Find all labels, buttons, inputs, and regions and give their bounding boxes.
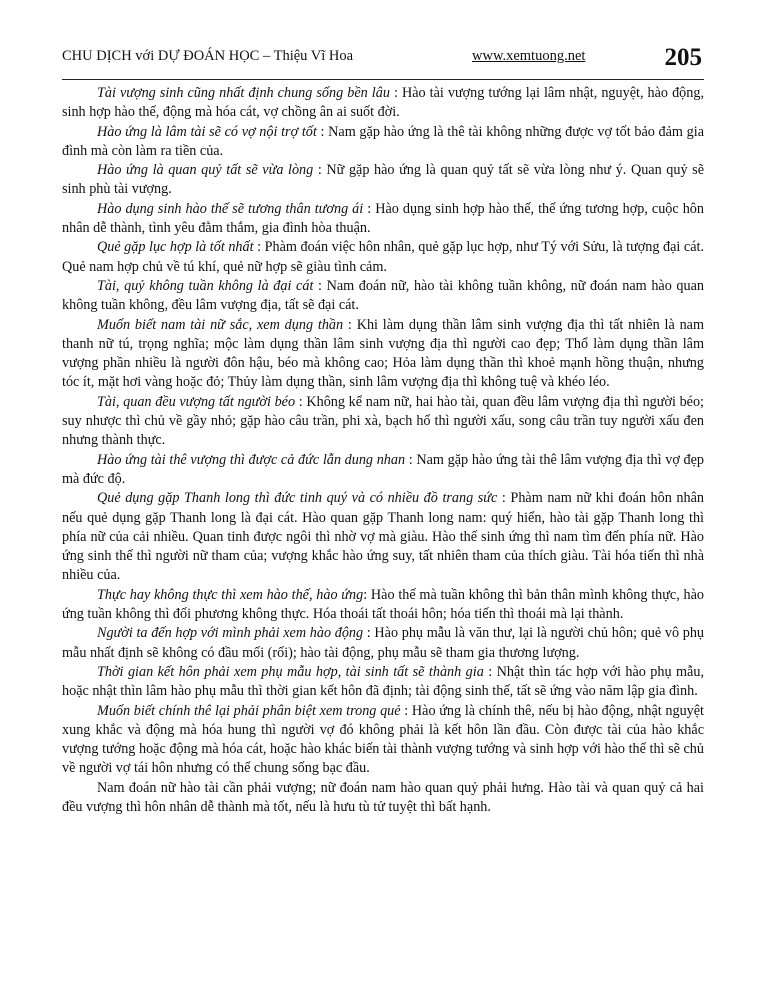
paragraph-title: Tài, quỷ không tuần không là đại cát: [97, 277, 314, 294]
paragraph-text: : Hào ứng là chính thê, nếu bị hào động, nhật nguyệt xung khắc và động mà hóa hung thì người vợ đó không phải là kết hôn lần đầu. Còn được tài của hào khắc vượng tướng hoặc động mà hóa cát, hoặc hào khác biến tài thành vượng tướng và sinh hợp với hào thế thì sẽ chủ về người vợ tái hôn nhưng có thể chung sống bạc đầu.: [62, 702, 704, 777]
paragraph-title: Người ta đến hợp với mình phải xem hào động: [97, 625, 364, 642]
paragraph-title: Quẻ gặp lục hợp là tốt nhất: [97, 239, 254, 256]
paragraph: [62, 393, 704, 451]
page-header: [62, 44, 704, 78]
paragraph-title: Tài vượng sinh cũng nhất định chung sống bền lâu: [97, 85, 390, 101]
paragraph-text: : Nhật thìn tác hợp với hào phụ mẫu, hoặc nhật thìn lâm hào phụ mẫu thì thời gian kết hôn đã định; tài động sinh thế, tất sẽ ứng vào năm lập gia đình.: [62, 663, 704, 700]
header-rule: [62, 79, 704, 80]
paragraph-text: Nam đoán nữ hào tài cần phải vượng; nữ đoán nam hào quan quỷ phải hưng. Hào tài và quan quỷ cả hai đều vượng thì hôn nhân dễ thành mà tốt, nếu là hưu tù tử tuyệt thì bất hạnh.: [62, 779, 704, 815]
paragraph-text: : Nam đoán nữ, hào tài không tuần không, nữ đoán nam hào quan không tuần không, đều lâm vượng địa, tất sẽ đại cát.: [62, 277, 705, 314]
paragraph: [62, 161, 704, 200]
paragraph: [62, 586, 704, 625]
paragraph-title: Hào ứng tài thê vượng thì được cả đức lẫn dung nhan: [97, 451, 406, 468]
paragraph-title: Thời gian kết hôn phải xem phụ mẫu hợp, tài sinh tất sẽ thành gia: [97, 663, 484, 680]
paragraph-text: : Hào tài vượng tướng lại lâm nhật, nguyệt, hào động, sinh hợp hào thế, động mà hóa cát, vợ chồng ân ai suốt đời.: [62, 85, 704, 121]
paragraph: [62, 702, 704, 779]
paragraph: [62, 123, 704, 162]
paragraph: [62, 451, 704, 490]
paragraph: [62, 624, 704, 663]
paragraph-text: : Khi làm dụng thần lâm sinh vượng địa thì tất nhiên là nam thanh nữ tú, trọng nghĩa; mộc làm dụng thần lâm sinh vượng địa thì người cao đẹp; Thổ làm dụng thần lâm vượng phần nhiều là người đôn hậu, béo mà không cao; Hỏa làm dụng thần thì khoẻ mạnh hồng thuận, nhưng tóc ít, mặt hơi vàng hoặc đỏ; Thủy làm dụng thần, sinh lâm vượng địa thì không tuệ và khéo léo.: [62, 316, 705, 391]
paragraph-text: : Phàm đoán việc hôn nhân, quẻ gặp lục hợp, như Tý với Sửu, là tượng đại cát. Quẻ nam hợp chủ về tú khí, quẻ nữ hợp sẽ giàu tình cảm.: [62, 239, 705, 275]
paragraph: [62, 316, 704, 393]
paragraph-title: Tài, quan đều vượng tất người béo: [97, 393, 296, 410]
paragraph-title: Thực hay không thực thì xem hào thế, hào ứng: [97, 586, 364, 603]
paragraph-title: Muốn biết chính thê lại phải phân biệt xem trong quẻ: [97, 702, 401, 719]
paragraph-text: : Hào thế mà tuần không thì bản thân mình không thực, hào ứng tuần không thì đối phương không thực. Hóa thoái tất thoái hôn; hóa tiến thì thoái mà lại thành.: [62, 586, 705, 623]
paragraph-title: Quẻ dụng gặp Thanh long thì đức tinh quý và có nhiều đồ trang sức: [97, 490, 498, 507]
paragraph-text: : Hào phụ mẫu là văn thư, lại là người chủ hôn; quẻ vô phụ mẫu nhất định sẽ không có đầu mối (rối); hào tài động, phụ mẫu sẽ tham gia thương lượng.: [62, 625, 705, 661]
page-number: 205: [664, 44, 702, 71]
paragraph-text: : Nữ gặp hào ứng là quan quỷ tất sẽ vừa lòng như ý. Quan quỷ sẽ sinh phù tài vượng.: [62, 162, 704, 198]
paragraph: [62, 779, 704, 818]
paragraph-title: Hào ứng là quan quỷ tất sẽ vừa lòng: [97, 162, 314, 179]
paragraph: [62, 663, 704, 702]
paragraph-title: Hào ứng là lâm tài sẽ có vợ nội trợ tốt: [97, 123, 317, 140]
paragraph-text: : Nam gặp hào ứng tài thê lâm vượng địa thì vợ đẹp mà đức độ.: [62, 451, 704, 487]
website-link[interactable]: www.xemtuong.net: [472, 48, 586, 64]
paragraph-text: : Nam gặp hào ứng là thê tài không những được vợ tốt bảo đảm gia đình mà còn làm ra tiền của.: [62, 123, 704, 159]
paragraph-title: Hào dụng sinh hào thế sẽ tương thân tương ái: [97, 200, 364, 217]
paragraph: [62, 200, 704, 239]
paragraph-title: Muốn biết nam tài nữ sắc, xem dụng thần: [97, 316, 344, 333]
body-text: [62, 84, 704, 817]
paragraph: [62, 238, 704, 277]
paragraph-text: : Không kể nam nữ, hai hào tài, quan đều lâm vượng địa thì người béo; suy nhược thì chủ về gầy nhỏ; gặp hào câu trần, phi xà, bạch hổ thì người xấu, song câu trần tuy người xấu đen nhưng thành thực.: [62, 393, 704, 449]
paragraph-text: : Hào dụng sinh hợp hào thế, thế ứng tương hợp, cuộc hôn nhân dễ thành, tình yêu đằm thắm, gia đình hòa thuận.: [62, 200, 704, 237]
paragraph: [62, 277, 704, 316]
paragraph-text: : Phàm nam nữ khi đoán hôn nhân nếu quẻ dụng gặp Thanh long là đại cát. Hào quan gặp Thanh long nam: quý hiển, hào tài gặp Thanh long thì phía nữ của cải nhiều. Quan tinh được ngôi thì nhờ vợ mà giàu. Hào thế sinh ứng thì nam tìm đến phía nữ. Hào ứng sinh thế thì người nữ tham của; vượng khắc hào ứng suy, tất nhiên tham của thích giàu. Tài hóa tiến thì nhà nhiều của.: [62, 490, 704, 584]
book-title: CHU DỊCH với DỰ ĐOÁN HỌC – Thiệu Vĩ Hoa: [62, 48, 354, 64]
paragraph: [62, 84, 704, 123]
paragraph: [62, 489, 704, 585]
